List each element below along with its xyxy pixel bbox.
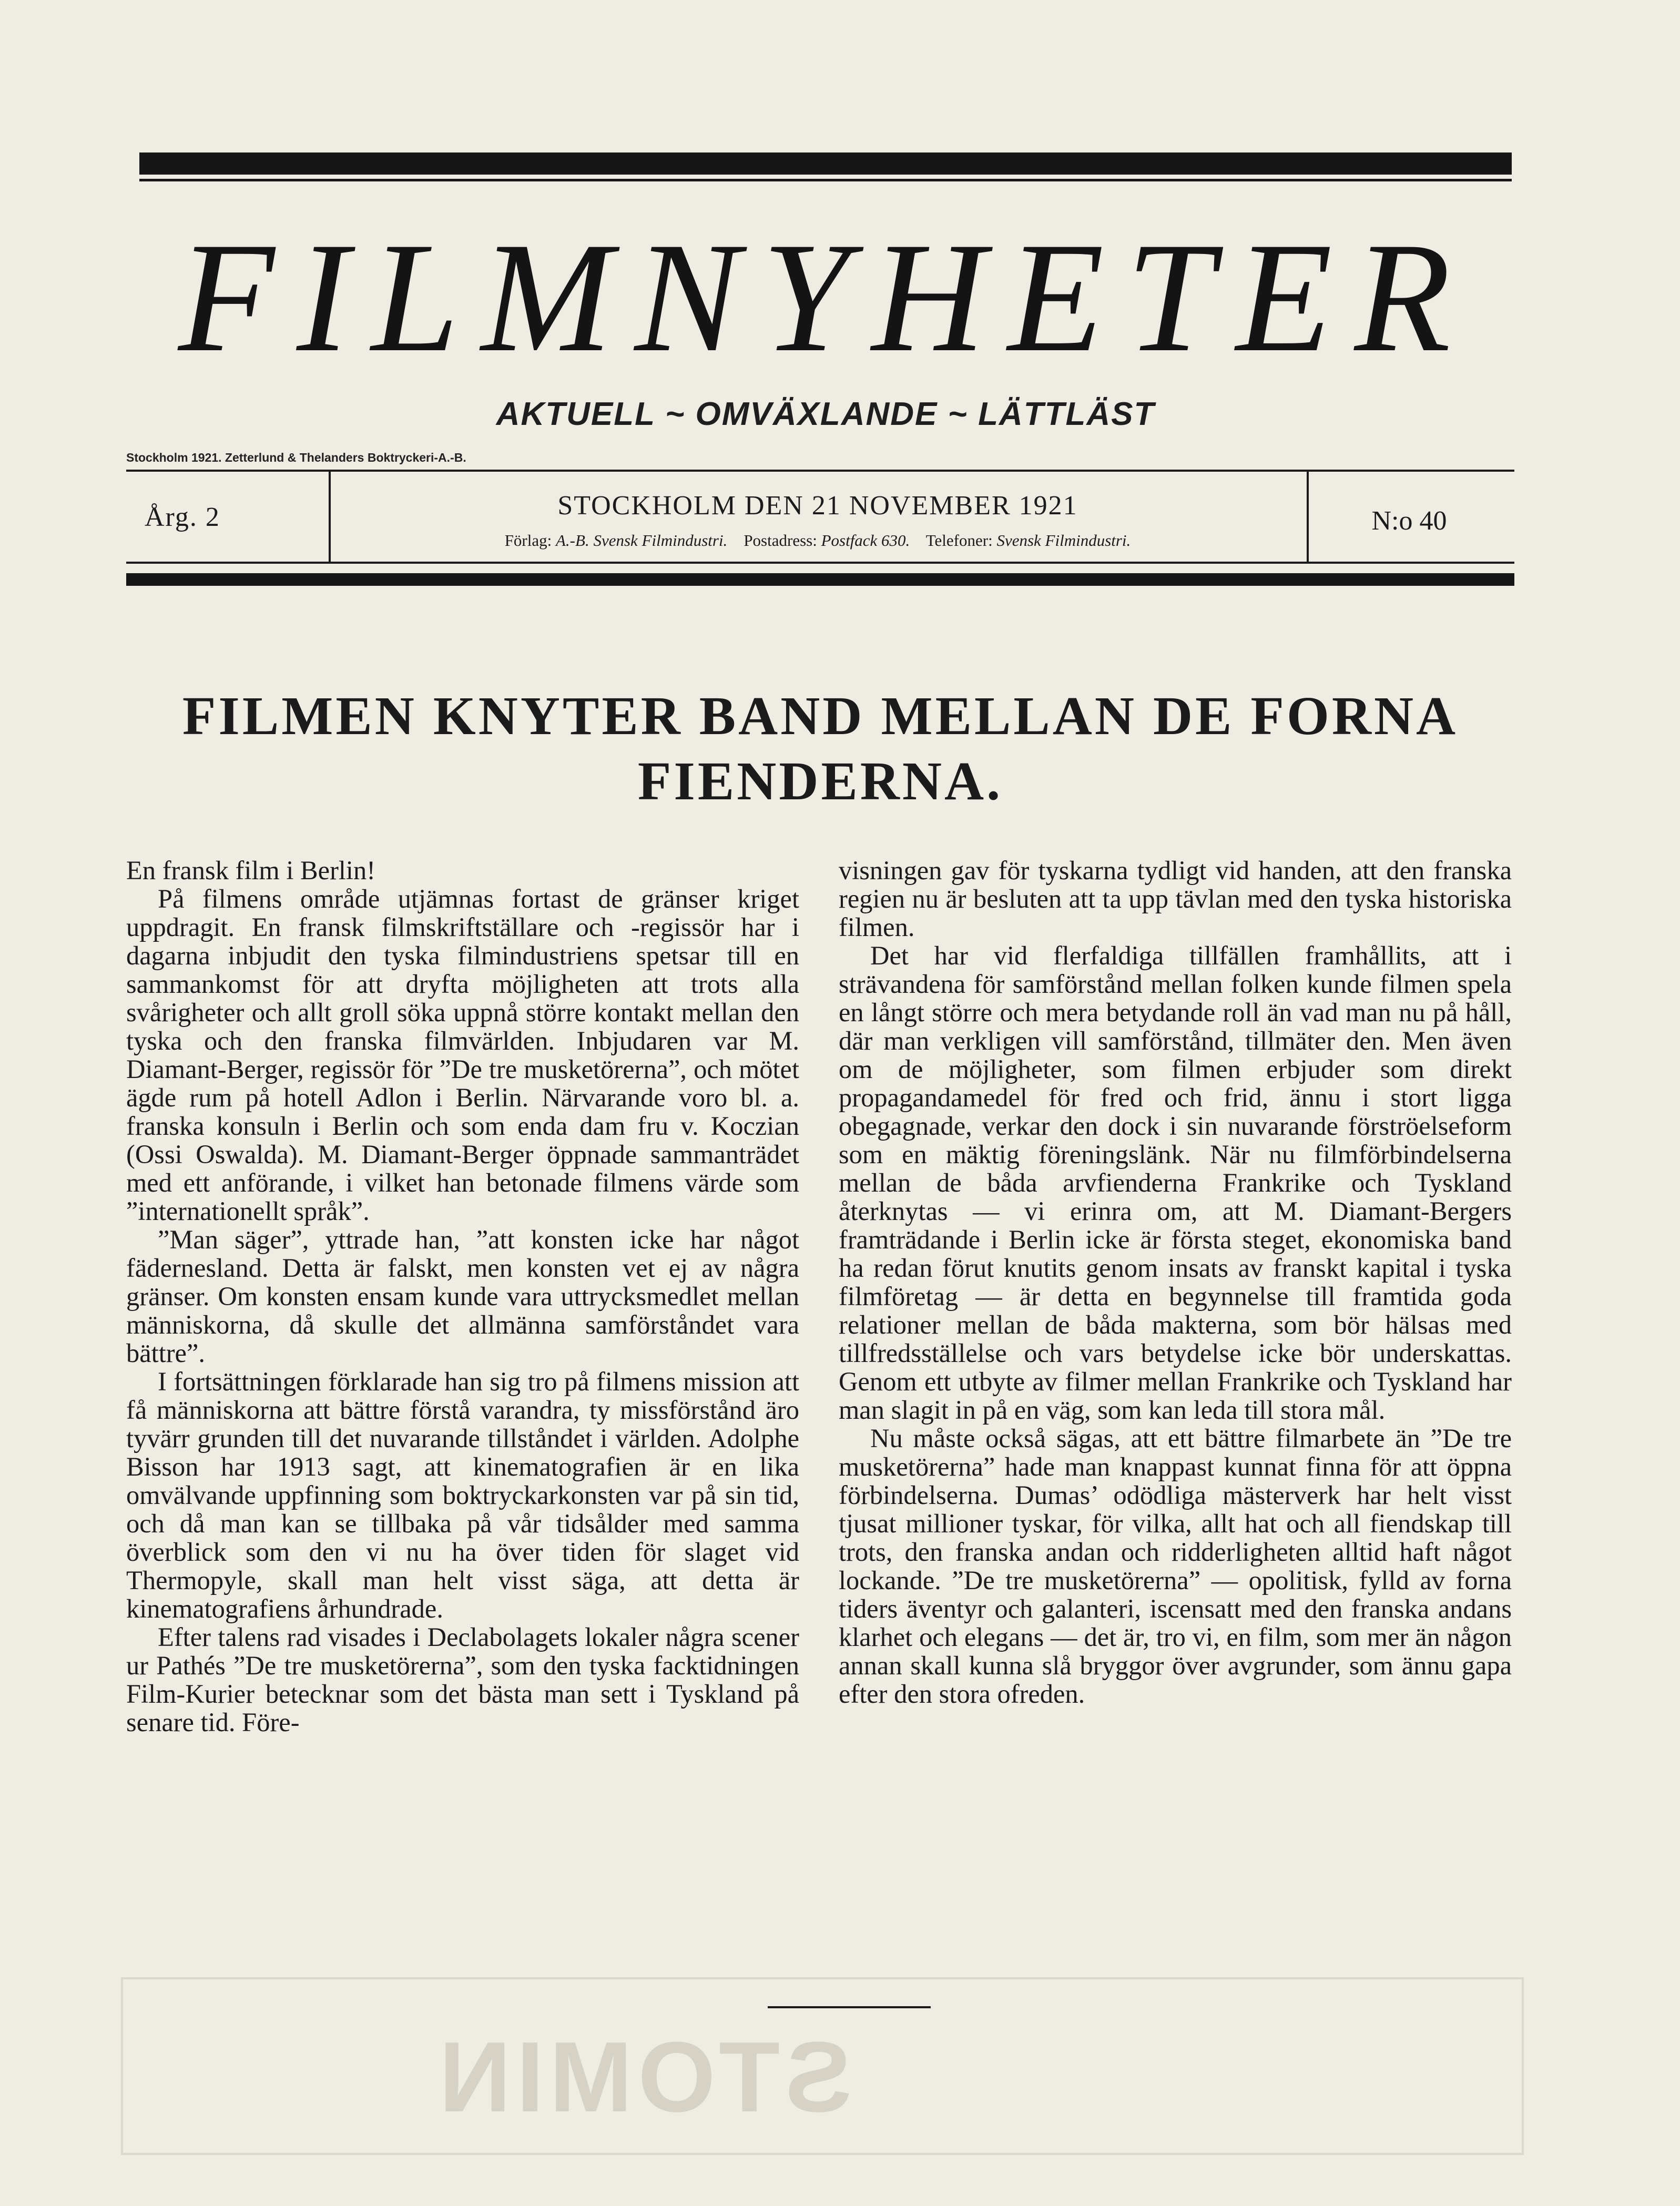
article-paragraph: På filmens område utjämnas fortast de gränser kriget uppdragit. En fransk filmskriftställare och -regissör har i dagarna inbjudit den tyska filmindustriens spetsar till en sammankomst för att dryfta möjligheten att trots alla svårigheter och allt groll söka uppnå större kontakt mellan den tyska och den franska filmvärlden. Inbjudaren var M. Diamant-Berger, regissör för ”De tre musketörerna”, och mötet ägde rum på hotell Adlon i Berlin. Närvarande voro bl. a. franska konsuln i Berlin och som enda dam fru v. Koczian (Ossi Oswalda). M. Diamant-Berger öppnade sammanträdet med ett anförande, i vilket han betonade filmens värde som ”internationellt språk”. xyxy=(126,884,799,1226)
show-through-advert-text: STOMIN xyxy=(433,2021,852,2133)
masthead-tagline: AKTUELL ~ OMVÄXLANDE ~ LÄTTLÄST xyxy=(496,396,1155,432)
issue-box-top-rule xyxy=(126,470,1514,472)
top-thin-rule xyxy=(139,179,1512,181)
article-paragraph: Nu måste också sägas, att ett bättre filmarbete än ”De tre musketörerna” hade man knappast kunnat finna för att öppna förbindelserna. Dumas’ odödliga mästerverk har helt visst tjusat millioner tyskar, för vilka, allt hat och all fiendskap till trots, den franska andan och ridderligheten alltid haft något lockande. ”De tre musketörerna” — opolitisk, fylld av forna tiders äventyr och galanteri, iscensatt med den franska andans klarhet och elegans — det är, tro vi, en film, som mer än någon annan skall kunna slå bryggor över avgrunder, som ännu gapa efter den stora ofreden. xyxy=(839,1424,1512,1709)
issue-box-bottom-rule xyxy=(126,562,1514,564)
volume-label: Årg. 2 xyxy=(145,502,220,532)
article-headline: FILMEN KNYTER BAND MELLAN DE FORNA FIENDERNA. xyxy=(182,686,1459,811)
masthead-title: FILMNYHETER xyxy=(178,210,1473,384)
article-column-right xyxy=(839,856,1512,1950)
article-column-left xyxy=(126,856,799,1950)
article-paragraph: Efter talens rad visades i Declabolagets lokaler några scener ur Pathés ”De tre musketörerna”, som den tyska facktidningen Film-Kurier betecknar som det bästa man sett i Tyskland på senare tid. Före- xyxy=(126,1622,799,1737)
publisher-name: A.-B. Svensk Filmindustri. xyxy=(556,531,728,550)
article-paragraph: ”Man säger”, yttrade han, ”att konsten icke har något fädernesland. Detta är falskt, men konsten vet ej av några gränser. Om konsten ensam kunde vara uttrycksmedlet mellan människorna, då skulle det allmänna samförståndet vara bättre”. xyxy=(126,1225,799,1368)
article-paragraph: visningen gav för tyskarna tydligt vid handen, att den franska regien nu är besluten att ta upp tävlan med den tyska historiska filmen. xyxy=(839,856,1512,942)
publisher-label: Förlag: xyxy=(504,531,552,550)
article-paragraph: Det har vid flerfaldiga tillfällen framhållits, att i strävandena för samförstånd mellan folken kunde filmen spela en långt större och mera betydande roll än vad man nu på håll, där man verkligen vill samförstånd, tillmäter den. Men även om de möjligheter, som filmen erbjuder som direkt propagandamedel för fred och frid, ännu i stort ligga obegagnade, verkar den dock i sin nuvarande förströelseform som en mäktig föreningslänk. När nu filmförbindelserna mellan de båda arvfienderna Frankrike och Tyskland återknytas — vi erinra om, att M. Diamant-Bergers framträdande i Berlin icke är första steget, ekonomiska band ha redan förut knutits genom insats av franskt kapital i tyska filmföretag — är detta en begynnelse till framtida goda relationer mellan de båda makterna, som bör hälsas med tillfredsställelse och vars betydelse icke bör underskattas. Genom ett utbyte av filmer mellan Frankrike och Tyskland har man slagit in på en väg, som kan leda till stora mål. xyxy=(839,941,1512,1425)
top-thick-rule xyxy=(139,153,1512,175)
issue-box-thick-rule xyxy=(126,573,1514,586)
issue-box-divider-right xyxy=(1307,471,1309,563)
phone-value: Svensk Filmindustri. xyxy=(996,531,1131,550)
address-label: Postadress: xyxy=(744,531,817,550)
printer-imprint: Stockholm 1921. Zetterlund & Thelanders Boktryckeri-A.-B. xyxy=(126,451,466,464)
issue-box-divider-left xyxy=(329,471,331,563)
article-paragraph: En fransk film i Berlin! xyxy=(126,856,376,885)
dateline: STOCKHOLM DEN 21 NOVEMBER 1921 xyxy=(557,491,1078,521)
issue-number: N:o 40 xyxy=(1371,506,1447,536)
postal-address: Postfack 630. xyxy=(821,531,910,550)
article-paragraph: I fortsättningen förklarade han sig tro på filmens mission att få människorna att bättre förstå varandra, ty missförstånd äro tyvärr grunden till det nuvarande tillståndet i världen. Adolphe Bisson har 1913 sagt, att kinematografien är en lika omvälvande uppfinning som boktryckarkonsten var på sin tid, och då man kan se tillbaka på vår tidsålder med samma överblick som den vi nu ha över tiden för slaget vid Thermopyle, skall man helt visst säga, att detta är kinematografiens århundrade. xyxy=(126,1367,799,1623)
article-end-rule xyxy=(768,2006,931,2008)
publisher-line xyxy=(337,527,1299,554)
phone-label: Telefoner: xyxy=(925,531,993,550)
